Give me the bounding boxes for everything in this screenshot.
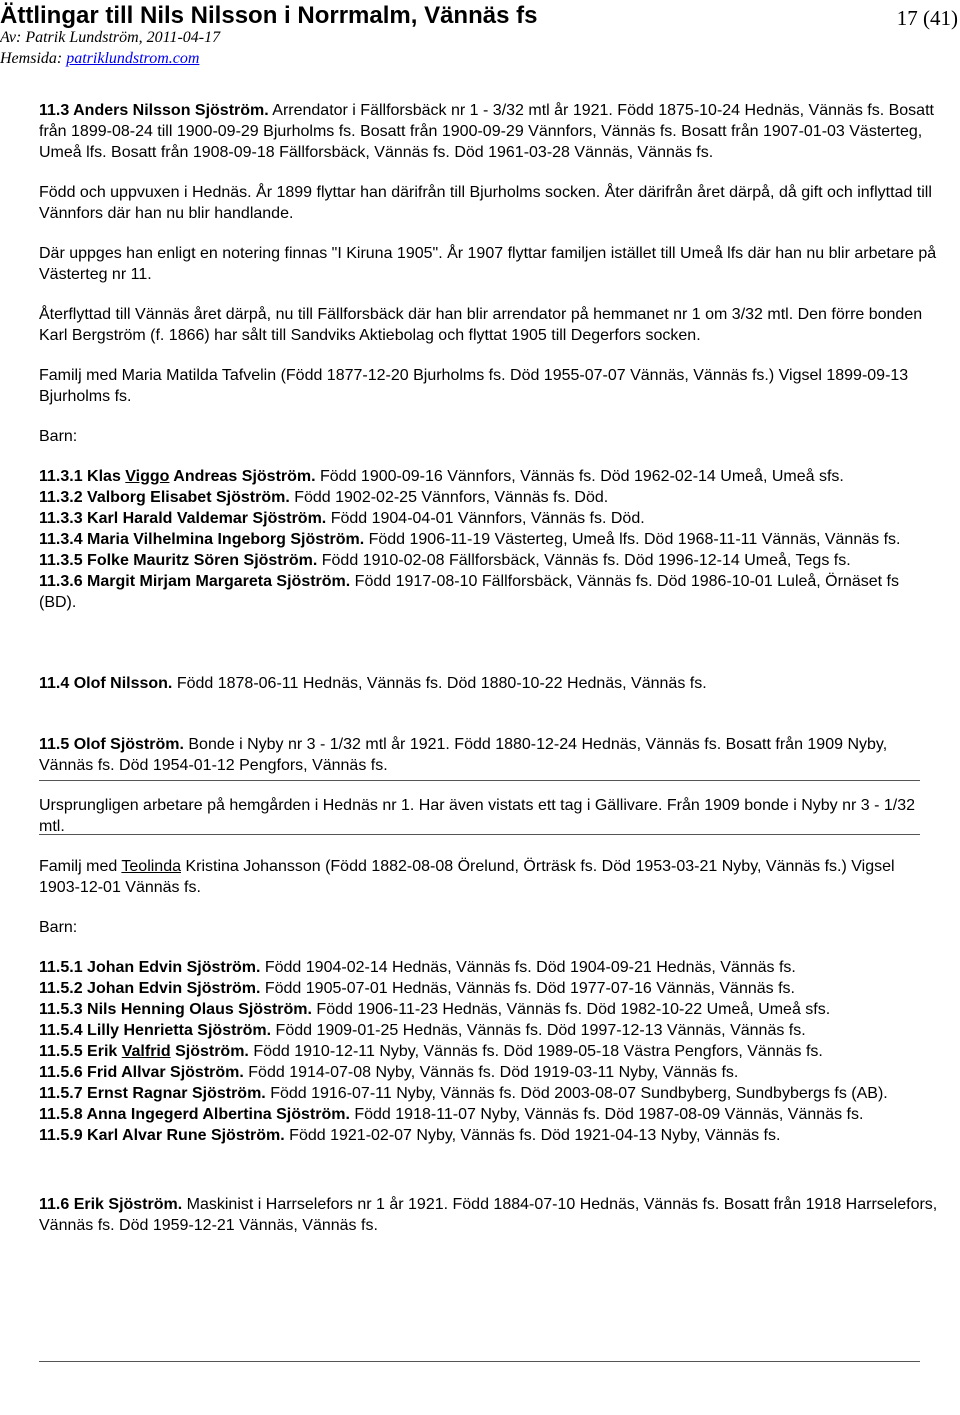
children-list: [39, 957, 939, 1146]
section-separator: [39, 1361, 920, 1362]
child-details: Född 1906-11-23 Hednäs, Vännäs fs. Död 1982-10-22 Umeå, Umeå sfs.: [311, 1001, 831, 1018]
child-details: Född 1902-02-25 Vännfors, Vännäs fs. Död.: [289, 489, 609, 506]
child-name: 11.5.6 Frid Allvar Sjöström.: [39, 1064, 244, 1081]
child-entry: [39, 957, 939, 978]
child-name: 11.5.4 Lilly Henrietta Sjöström.: [39, 1022, 272, 1039]
section-intro: 11.4 Olof Nilsson. Född 1878-06-11 Hednäs, Vännäs fs. Död 1880-10-22 Hednäs, Vännäs fs.: [39, 675, 707, 692]
child-name: 11.5.3 Nils Henning Olaus Sjöström.: [39, 1001, 312, 1018]
child-entry: [39, 529, 939, 550]
section-11-3: [39, 100, 939, 613]
section-intro: 11.5 Olof Sjöström. Bonde i Nyby nr 3 - 1/32 mtl år 1921. Född 1880-12-24 Hednäs, Vännäs fs. Bosatt från 1909 Nyby, Vännäs fs. Död 1954-01-12 Pengfors, Vännäs fs.: [39, 736, 888, 774]
paragraph: Ursprungligen arbetare på hemgården i Hednäs nr 1. Har även vistats ett tag i Gällivare. Från 1909 bonde i Nyby nr 3 - 1/32 mtl.: [39, 797, 916, 835]
child-name: 11.3.5 Folke Mauritz Sören Sjöström.: [39, 552, 318, 569]
document-body: [39, 100, 939, 1236]
child-entry: [39, 1062, 939, 1083]
paragraph: Född och uppvuxen i Hednäs. År 1899 flyttar han därifrån till Bjurholms socken. Åter därifrån året därpå, då gift och inflyttad till Vännfors där han nu blir handlande.: [39, 184, 932, 222]
child-details: Född 1900-09-16 Vännfors, Vännäs fs. Död 1962-02-14 Umeå, Umeå sfs.: [315, 468, 844, 485]
child-details: Född 1905-07-01 Hednäs, Vännäs fs. Död 1977-07-16 Vännäs, Vännäs fs.: [260, 980, 795, 997]
section-heading: 11.3 Anders Nilsson Sjöström.: [39, 102, 269, 119]
child-name: 11.5.1 Johan Edvin Sjöström.: [39, 959, 261, 976]
homepage-line: [0, 49, 199, 69]
child-name: 11.3.2 Valborg Elisabet Sjöström.: [39, 489, 290, 506]
child-details: Född 1904-04-01 Vännfors, Vännäs fs. Död.: [326, 510, 645, 527]
child-entry: [39, 978, 939, 999]
child-entry: [39, 571, 939, 613]
children-list: [39, 466, 939, 613]
child-details: Född 1904-02-14 Hednäs, Vännäs fs. Död 1904-09-21 Hednäs, Vännäs fs.: [260, 959, 796, 976]
author-line: Av: Patrik Lundström, 2011-04-17: [0, 29, 221, 46]
child-entry: [39, 487, 939, 508]
section-intro: 11.3 Anders Nilsson Sjöström. Arrendator i Fällforsbäck nr 1 - 3/32 mtl år 1921. Född 1875-10-24 Hednäs, Vännäs fs. Bosatt från 1899-08-24 till 1900-09-29 Bjurholms fs. Bosatt från 1900-09-29 Vännfors, Vännäs fs. Bosatt från 1907-01-03 Västerteg, Umeå lfs. Bosatt från 1908-09-18 Fällforsbäck, Vännäs fs. Död 1961-03-28 Vännäs, Vännäs fs.: [39, 102, 934, 161]
paragraph: Där uppges han enligt en notering finnas "I Kiruna 1905". År 1907 flyttar familjen istället till Umeå lfs där han nu blir arbetare på Västerteg nr 11.: [39, 245, 937, 283]
child-name: 11.3.3 Karl Harald Valdemar Sjöström.: [39, 510, 327, 527]
child-name: 11.3.4 Maria Vilhelmina Ingeborg Sjöström.: [39, 531, 365, 548]
section-11-5: [39, 734, 939, 1146]
child-details: Född 1916-07-11 Nyby, Vännäs fs. Död 2003-08-07 Sundbyberg, Sundbybergs fs (AB).: [265, 1085, 888, 1102]
child-entry: [39, 550, 939, 571]
family-paragraph: Familj med Maria Matilda Tafvelin (Född 1877-12-20 Bjurholms fs. Död 1955-07-07 Vännäs, Vännäs fs.) Vigsel 1899-09-13 Bjurholms fs.: [39, 367, 909, 405]
section-heading: 11.4 Olof Nilsson.: [39, 675, 173, 692]
child-entry: [39, 1041, 939, 1062]
children-label: Barn:: [39, 428, 78, 445]
child-details: Född 1906-11-19 Västerteg, Umeå lfs. Död 1968-11-11 Vännäs, Vännäs fs.: [364, 531, 901, 548]
page-number: 17 (41): [896, 6, 958, 30]
document-title: Ättlingar till Nils Nilsson i Norrmalm, Vännäs fs: [0, 2, 538, 29]
child-name: 11.3.1 Klas Viggo Andreas Sjöström.: [39, 468, 316, 485]
section-heading: 11.5 Olof Sjöström.: [39, 736, 184, 753]
child-details: Född 1921-02-07 Nyby, Vännäs fs. Död 1921-04-13 Nyby, Vännäs fs.: [284, 1127, 781, 1144]
child-entry: [39, 466, 939, 487]
child-entry: [39, 1083, 939, 1104]
child-name: 11.5.2 Johan Edvin Sjöström.: [39, 980, 261, 997]
family-paragraph: Familj med Teolinda Kristina Johansson (Född 1882-08-08 Örelund, Örträsk fs. Död 1953-03-21 Nyby, Vännäs fs.) Vigsel 1903-12-01 Vännäs fs.: [39, 858, 895, 896]
child-details: Född 1909-01-25 Hednäs, Vännäs fs. Död 1997-12-13 Vännäs, Vännäs fs.: [271, 1022, 806, 1039]
child-name: 11.5.7 Ernst Ragnar Sjöström.: [39, 1085, 266, 1102]
section-heading: 11.6 Erik Sjöström.: [39, 1196, 183, 1213]
child-name: 11.5.5 Erik Valfrid Sjöström.: [39, 1043, 249, 1060]
child-entry: [39, 1104, 939, 1125]
child-details: Född 1910-02-08 Fällforsbäck, Vännäs fs. Död 1996-12-14 Umeå, Tegs fs.: [317, 552, 851, 569]
homepage-link[interactable]: patriklundstrom.com: [66, 50, 200, 67]
child-details: Född 1910-12-11 Nyby, Vännäs fs. Död 1989-05-18 Västra Pengfors, Vännäs fs.: [248, 1043, 823, 1060]
child-details: Född 1914-07-08 Nyby, Vännäs fs. Död 1919-03-11 Nyby, Vännäs fs.: [243, 1064, 739, 1081]
section-11-4: [39, 673, 939, 694]
section-intro: 11.6 Erik Sjöström. Maskinist i Harrselefors nr 1 år 1921. Född 1884-07-10 Hednäs, Vännäs fs. Bosatt från 1918 Harrselefors, Vännäs fs. Död 1959-12-21 Vännäs, Vännäs fs.: [39, 1196, 938, 1234]
child-entry: [39, 1020, 939, 1041]
child-entry: [39, 1125, 939, 1146]
homepage-label: Hemsida:: [0, 50, 63, 67]
child-entry: [39, 508, 939, 529]
section-11-6: [39, 1194, 939, 1236]
child-details: Född 1917-08-10 Fällforsbäck, Vännäs fs. Död 1986-10-01 Luleå, Örnäset fs (BD).: [39, 573, 899, 611]
child-name: 11.3.6 Margit Mirjam Margareta Sjöström.: [39, 573, 351, 590]
paragraph: Återflyttad till Vännäs året därpå, nu till Fällforsbäck där han blir arrendator på hemmanet nr 1 om 3/32 mtl. Den förre bonden Karl Bergström (f. 1866) har sålt till Sandviks Aktiebolag och flyttat 1905 till Degerfors socken.: [39, 306, 923, 344]
child-name: 11.5.8 Anna Ingegerd Albertina Sjöström.: [39, 1106, 350, 1123]
child-entry: [39, 999, 939, 1020]
child-name: 11.5.9 Karl Alvar Rune Sjöström.: [39, 1127, 285, 1144]
children-label: Barn:: [39, 919, 78, 936]
child-details: Född 1918-11-07 Nyby, Vännäs fs. Död 1987-08-09 Vännäs, Vännäs fs.: [349, 1106, 864, 1123]
